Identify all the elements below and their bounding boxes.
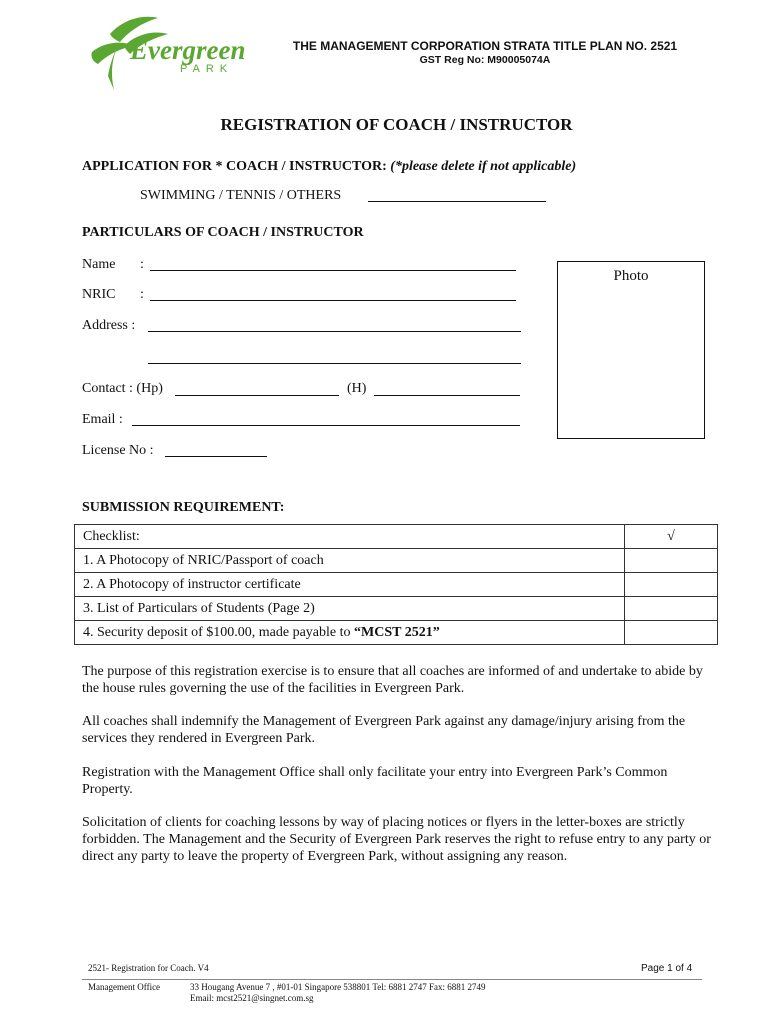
checklist-checkbox[interactable] (625, 597, 718, 621)
license-label: License No : (82, 443, 154, 458)
table-row (75, 525, 718, 549)
checklist-item: 3. List of Particulars of Students (Page 2) (75, 597, 625, 621)
address-label: Address : (82, 318, 136, 333)
particulars-heading: PARTICULARS OF COACH / INSTRUCTOR (82, 225, 364, 240)
checklist-table (74, 524, 718, 645)
footer-address: 33 Hougang Avenue 7 , #01-01 Singapore 538801 Tel: 6881 2747 Fax: 6881 2749 (190, 982, 486, 992)
purpose-paragraph: The purpose of this registration exercise is to ensure that all coaches are informed of and undertake to abide by the house rules governing the use of the facilities in Evergreen Park. (82, 664, 703, 696)
photo-label: Photo (613, 268, 649, 284)
gst-reg-no: GST Reg No: M90005074A (419, 54, 551, 66)
nric-field[interactable] (150, 300, 516, 301)
license-field[interactable] (165, 456, 267, 457)
page-title: REGISTRATION OF COACH / INSTRUCTOR (220, 115, 573, 134)
svg-text:PARK: PARK (180, 63, 234, 75)
nric-colon: : (140, 287, 144, 302)
email-field[interactable] (132, 425, 520, 426)
footer-office: Management Office (88, 982, 161, 992)
tree-logo-icon (84, 12, 249, 92)
nric-label: NRIC (82, 287, 116, 302)
footer-doc-ref: 2521- Registration for Coach. V4 (88, 963, 209, 973)
contact-hp-field[interactable] (175, 395, 339, 396)
address-field-2[interactable] (148, 363, 521, 364)
table-row (75, 549, 718, 573)
submission-heading: SUBMISSION REQUIREMENT: (82, 500, 285, 515)
table-row (75, 621, 718, 645)
photo-box[interactable] (557, 261, 705, 439)
checklist-item: 2. A Photocopy of instructor certificate (75, 573, 625, 597)
svg-text:Evergreen: Evergreen (130, 35, 246, 65)
checklist-checkbox[interactable] (625, 549, 718, 573)
email-label: Email : (82, 412, 123, 427)
org-name: THE MANAGEMENT CORPORATION STRATA TITLE PLAN NO. 2521 (292, 39, 678, 53)
activity-other-field[interactable] (368, 201, 546, 202)
checklist-item: 4. Security deposit of $100.00, made payable to “MCST 2521” (75, 621, 625, 645)
solicitation-paragraph: Solicitation of clients for coaching lessons by way of placing notices or flyers in the letter-boxes are strictly forbidden. The Management and the Security of Evergreen Park reserves the right to refuse entry to any party or direct any party to leave the property of Evergreen Park, without assigning any reason. (82, 815, 711, 864)
contact-home-field[interactable] (374, 395, 520, 396)
address-field-1[interactable] (148, 331, 521, 332)
name-colon: : (140, 257, 144, 272)
evergreen-park-logo (84, 12, 249, 92)
name-label: Name (82, 257, 116, 272)
footer-email: Email: mcst2521@singnet.com.sg (190, 993, 314, 1003)
contact-home-label: (H) (347, 381, 367, 396)
payee-name: “MCST 2521” (354, 624, 440, 640)
checklist-checkbox[interactable] (625, 621, 718, 645)
page-number: Page 1 of 4 (641, 963, 693, 974)
checklist-header: Checklist: (75, 525, 625, 549)
checklist-item: 1. A Photocopy of NRIC/Passport of coach (75, 549, 625, 573)
checklist-checkbox[interactable] (625, 573, 718, 597)
contact-hp-label: Contact : (Hp) (82, 381, 163, 396)
application-note: (*please delete if not applicable) (390, 159, 577, 174)
table-row (75, 573, 718, 597)
table-row (75, 597, 718, 621)
application-label: APPLICATION FOR * COACH / INSTRUCTOR: (*please delete if not applicable) (82, 159, 577, 174)
name-field[interactable] (150, 270, 516, 271)
indemnity-paragraph: All coaches shall indemnify the Management of Evergreen Park against any damage/injury arising from the services they rendered in Evergreen Park. (82, 714, 686, 746)
footer-divider (82, 979, 702, 980)
registration-paragraph: Registration with the Management Office shall only facilitate your entry into Evergreen Park’s Common Property. (82, 765, 668, 797)
activity-options: SWIMMING / TENNIS / OTHERS (140, 188, 342, 203)
tick-header: √ (625, 525, 718, 549)
